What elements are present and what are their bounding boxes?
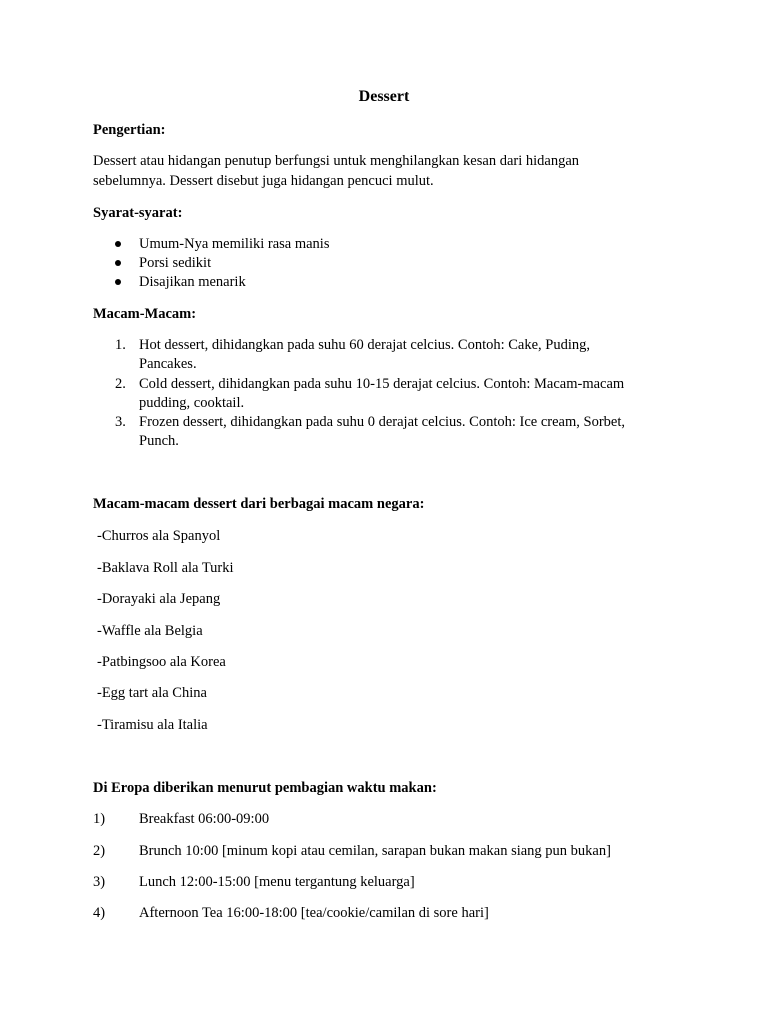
syarat-heading: Syarat-syarat: xyxy=(93,205,183,221)
list-item-text: Brunch 10:00 [minum kopi atau cemilan, sarapan bukan makan siang pun bukan] xyxy=(139,843,611,859)
list-item-text: Breakfast 06:00-09:00 xyxy=(139,811,270,827)
pengertian-text-line-1: Dessert atau hidangan penutup berfungsi untuk menghilangkan kesan dari hidangan xyxy=(93,153,580,169)
list-item: -Egg tart ala China xyxy=(97,685,207,701)
list-item-number: 3. xyxy=(115,414,126,430)
eropa-heading: Di Eropa diberikan menurut pembagian waktu makan: xyxy=(93,780,437,796)
list-item-text: Lunch 12:00-15:00 [menu tergantung keluarga] xyxy=(139,874,415,890)
macam-heading: Macam-Macam: xyxy=(93,306,197,322)
bullet-icon xyxy=(115,241,121,247)
list-item-text-line-1: Cold dessert, dihidangkan pada suhu 10-15 derajat celcius. Contoh: Macam-macam xyxy=(139,376,625,392)
list-item-number: 4) xyxy=(93,905,106,921)
list-item-text: Disajikan menarik xyxy=(139,274,246,290)
list-item-number: 3) xyxy=(93,874,106,890)
list-item-text: Porsi sedikit xyxy=(139,255,212,271)
bullet-icon xyxy=(115,279,121,285)
bullet-icon xyxy=(115,260,121,266)
list-item: -Tiramisu ala Italia xyxy=(97,717,208,733)
list-item-text-line-2: Pancakes. xyxy=(139,356,197,372)
pengertian-text-line-2: sebelumnya. Dessert disebut juga hidangan pencuci mulut. xyxy=(93,173,434,189)
list-item: -Dorayaki ala Jepang xyxy=(97,591,221,607)
list-item-number: 1) xyxy=(93,811,106,827)
list-item-text-line-2: pudding, cooktail. xyxy=(139,395,245,411)
list-item-number: 1. xyxy=(115,337,126,353)
list-item: -Patbingsoo ala Korea xyxy=(97,654,226,670)
list-item: -Churros ala Spanyol xyxy=(97,528,221,544)
page-title: Dessert xyxy=(358,88,410,105)
list-item-text-line-1: Hot dessert, dihidangkan pada suhu 60 derajat celcius. Contoh: Cake, Puding, xyxy=(139,337,591,353)
list-item-text-line-1: Frozen dessert, dihidangkan pada suhu 0 derajat celcius. Contoh: Ice cream, Sorbet, xyxy=(139,414,625,430)
list-item-text: Umum-Nya memiliki rasa manis xyxy=(139,236,330,252)
list-item-number: 2. xyxy=(115,376,126,392)
list-item-text: Afternoon Tea 16:00-18:00 [tea/cookie/camilan di sore hari] xyxy=(139,905,489,921)
negara-heading: Macam-macam dessert dari berbagai macam negara: xyxy=(93,496,425,512)
list-item-text-line-2: Punch. xyxy=(139,433,179,449)
list-item-number: 2) xyxy=(93,843,106,859)
list-item: -Baklava Roll ala Turki xyxy=(97,560,234,576)
list-item: -Waffle ala Belgia xyxy=(97,623,203,639)
pengertian-heading: Pengertian: xyxy=(93,122,166,138)
